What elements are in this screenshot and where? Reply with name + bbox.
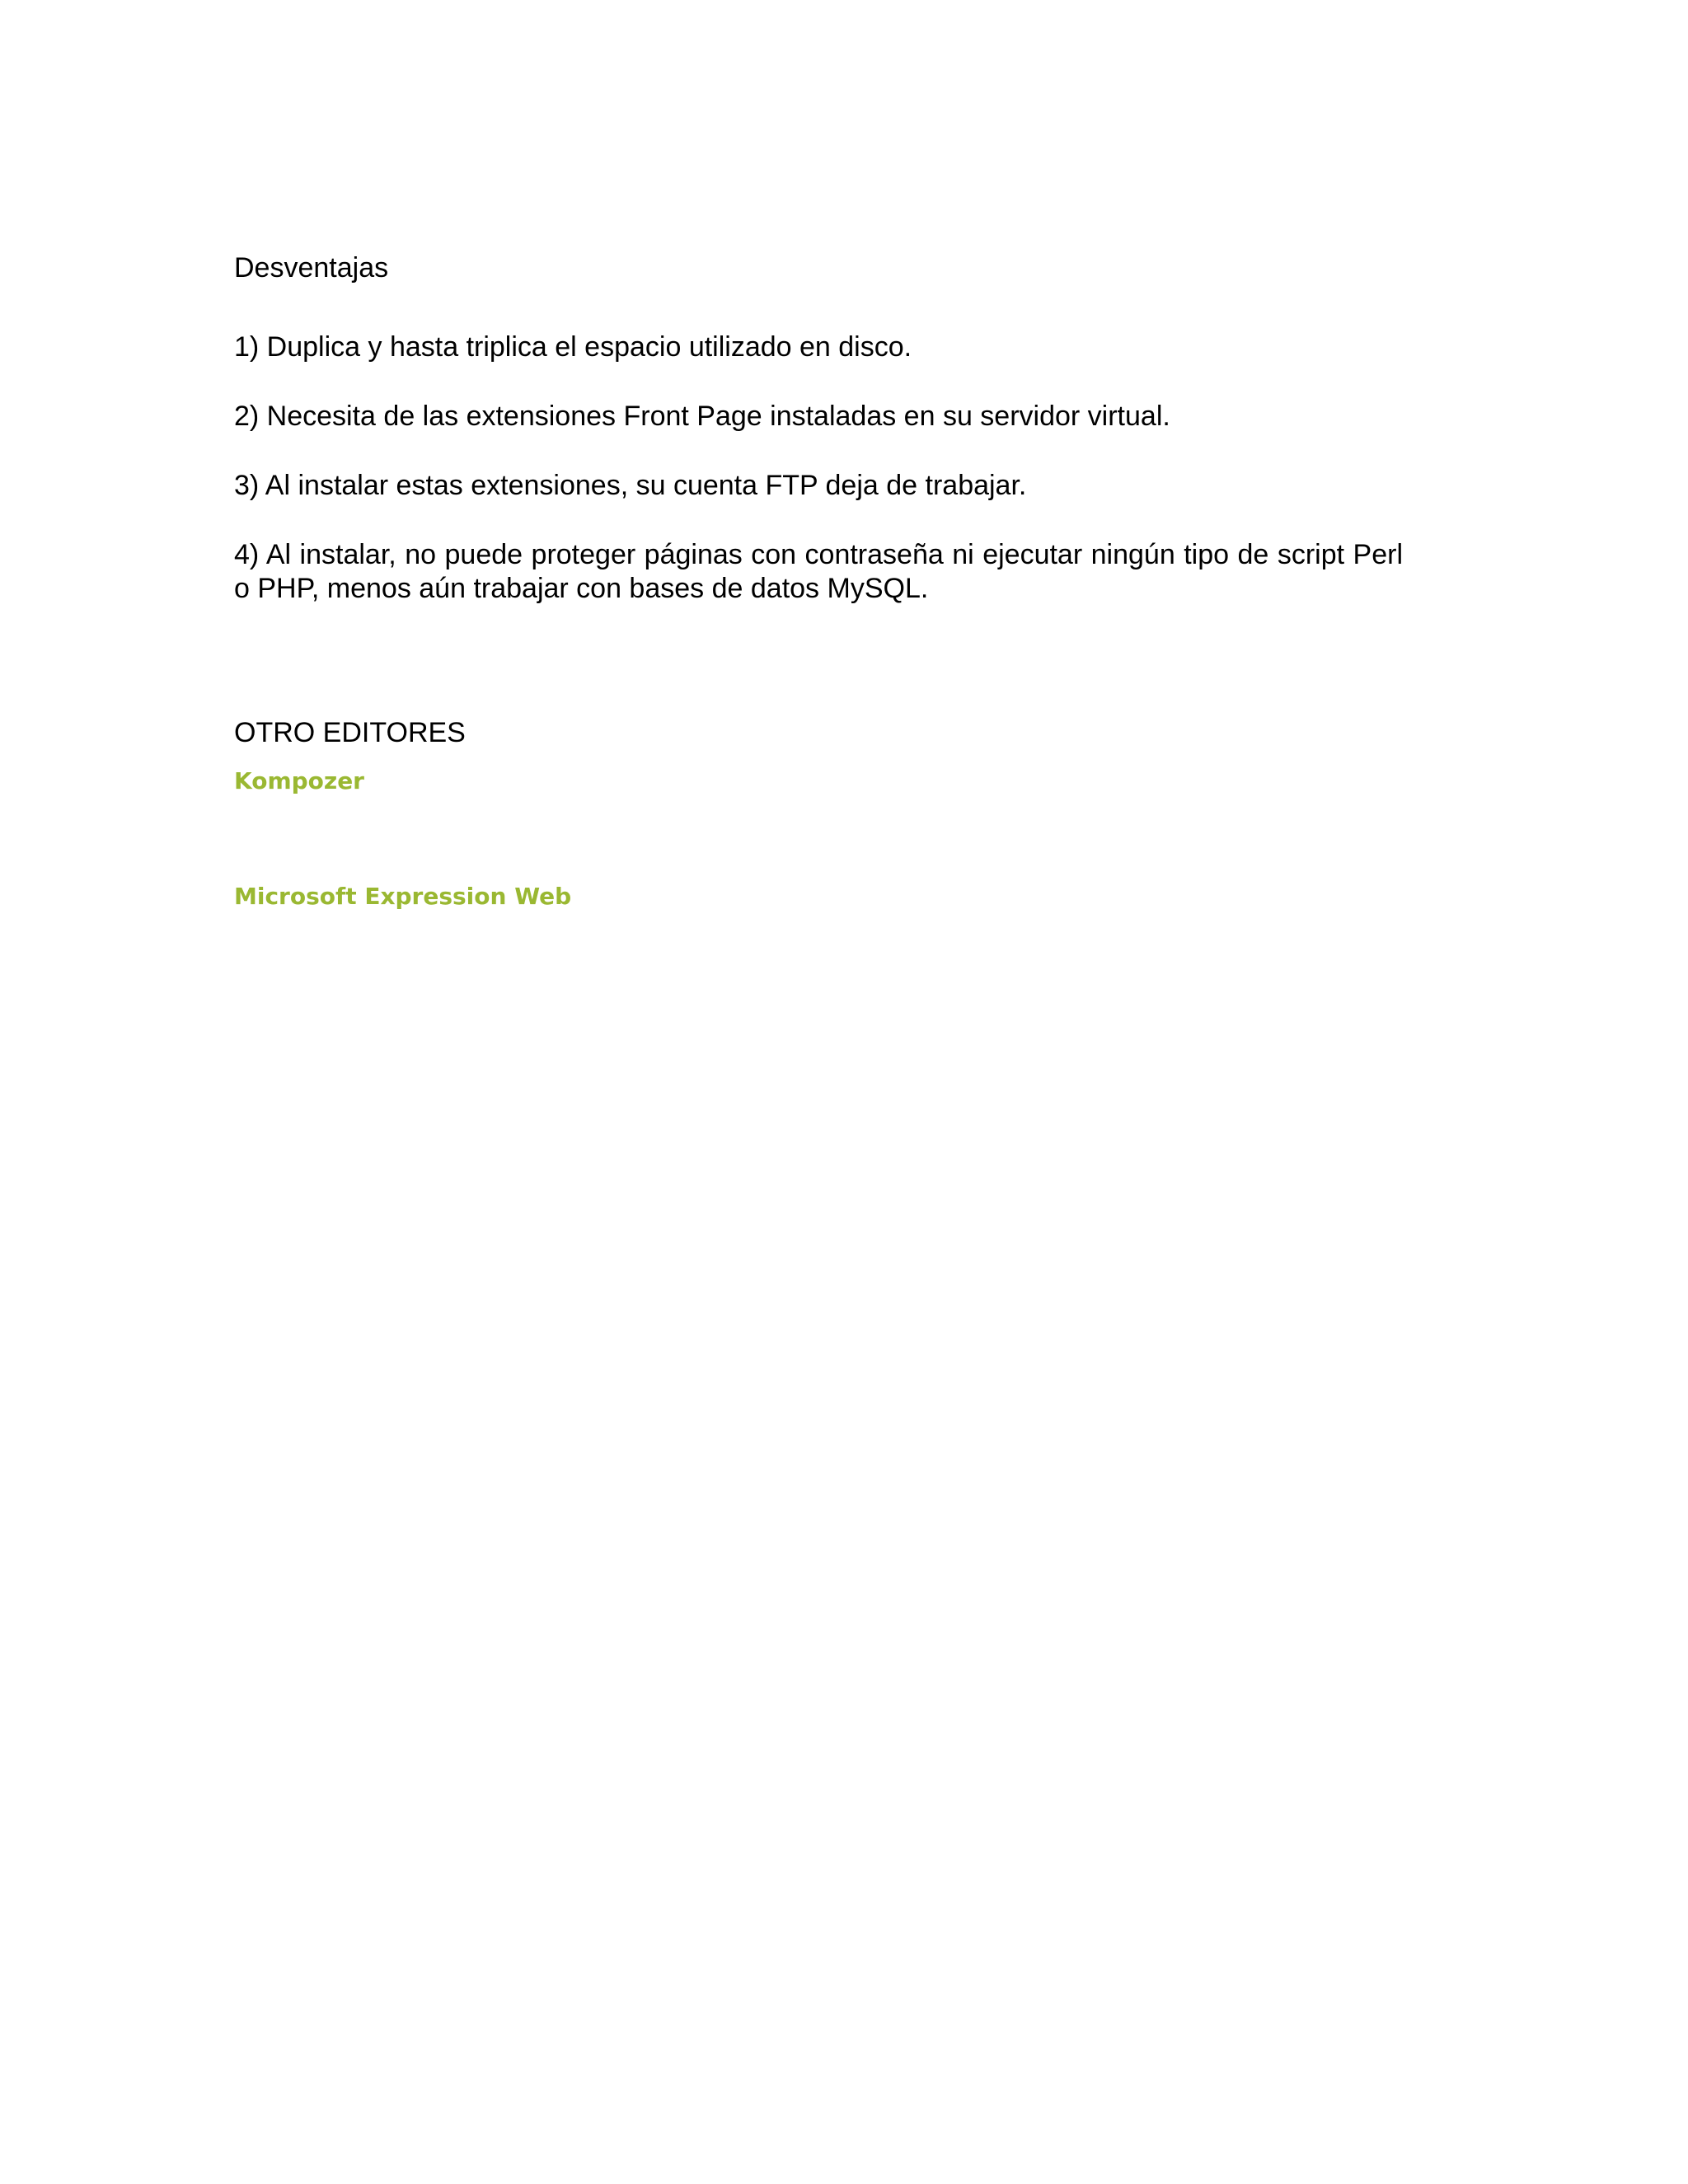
section-title-otro-editores: OTRO EDITORES xyxy=(234,717,466,748)
product-kompozer: Kompozer xyxy=(234,767,364,794)
disadvantage-item-4: 4) Al instalar, no puede proteger páginas con contraseña ni ejecutar ningún tipo de script Perl o PHP, menos aún trabajar con bases de datos MySQL. xyxy=(234,539,1403,604)
disadvantage-item-3: 3) Al instalar estas extensiones, su cuenta FTP deja de trabajar. xyxy=(234,470,1027,501)
disadvantages-list xyxy=(234,330,1403,606)
disadvantage-item-1: 1) Duplica y hasta triplica el espacio utilizado en disco. xyxy=(234,331,912,363)
page-content xyxy=(234,247,1403,913)
product-microsoft-expression-web: Microsoft Expression Web xyxy=(234,883,572,910)
heading-desventajas: Desventajas xyxy=(234,252,389,284)
disadvantage-item-2: 2) Necesita de las extensiones Front Page instaladas en su servidor virtual. xyxy=(234,401,1170,432)
